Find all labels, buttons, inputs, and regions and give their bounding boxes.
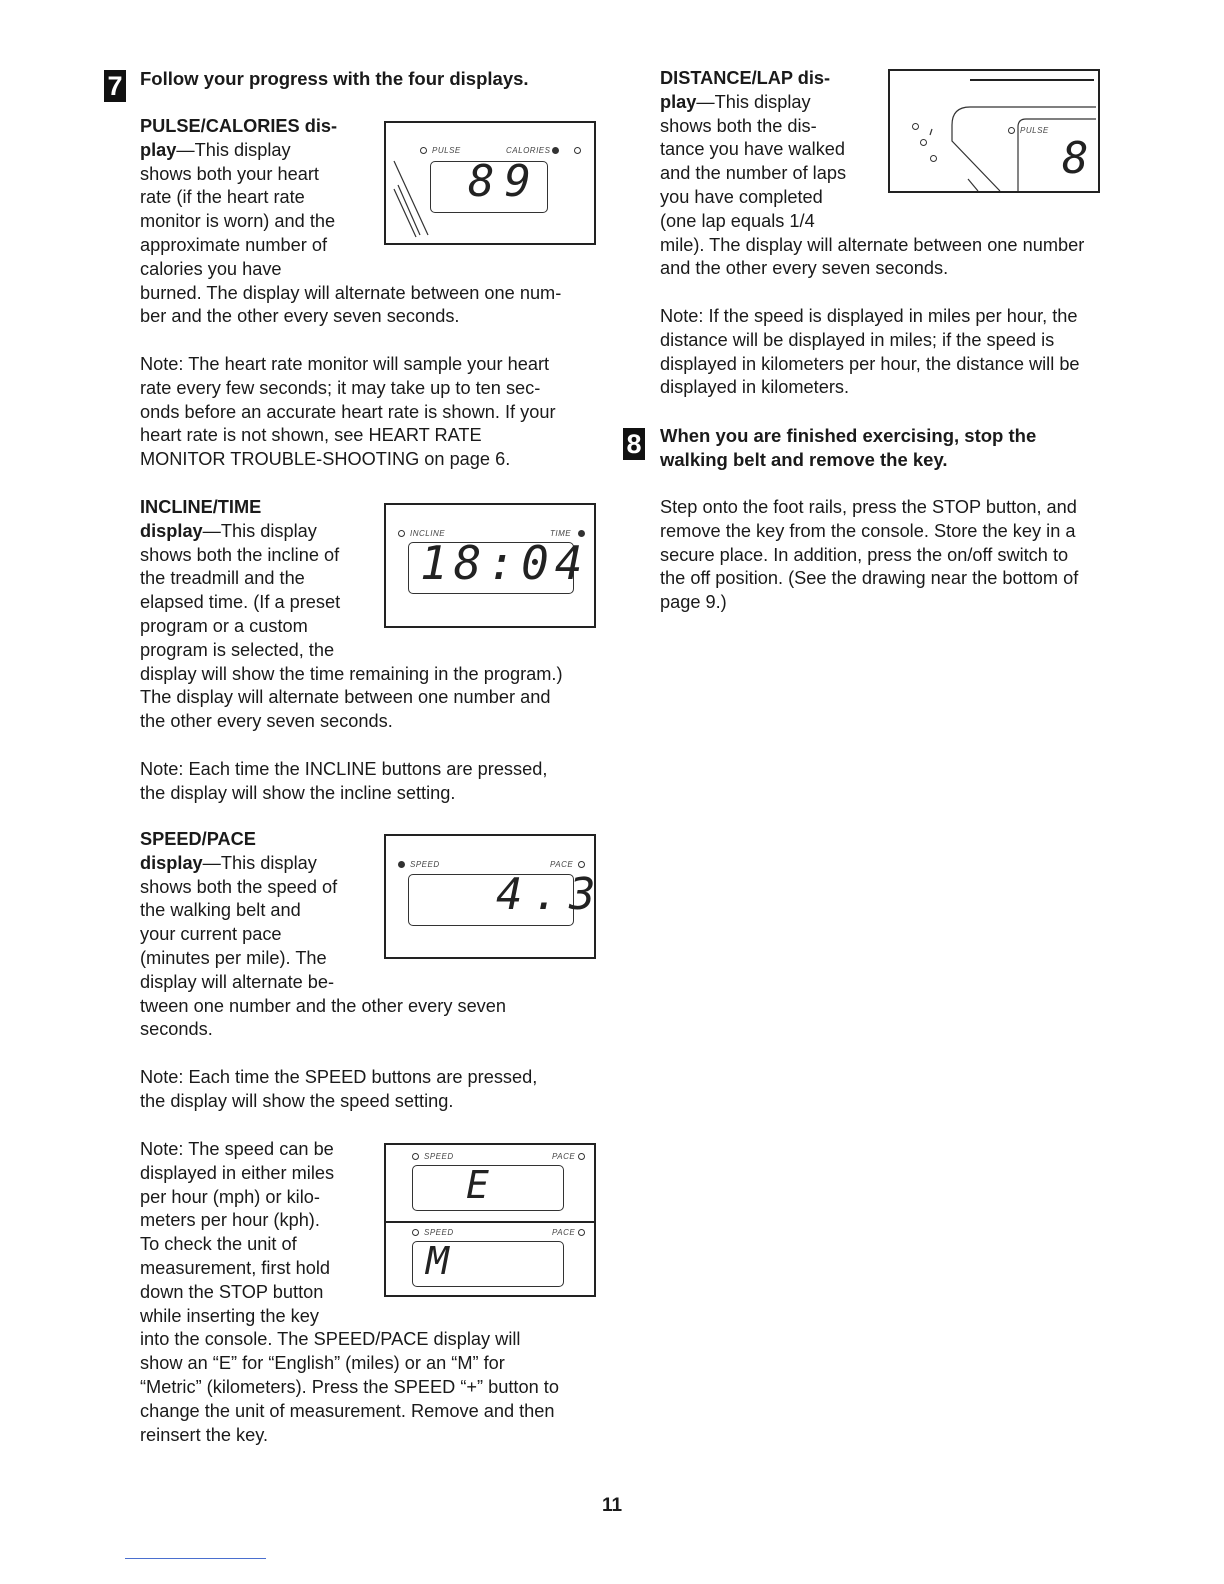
units-line: change the unit of measurement. Remove and then xyxy=(140,1400,555,1421)
incline-line: program or a custom xyxy=(140,615,308,636)
indicator-icon xyxy=(574,147,581,154)
pulse-intro: —This display xyxy=(176,139,291,160)
footer-rule xyxy=(125,1558,266,1559)
pulse-line: calories you have xyxy=(140,258,282,279)
units-line: show an “E” for “English” (miles) or an “M” for xyxy=(140,1353,505,1374)
pulse-line: approximate number of xyxy=(140,234,328,255)
pulse-note: Note: The heart rate monitor will sample your heart xyxy=(140,353,550,374)
pulse-note: rate every few seconds; it may take up to ten sec- xyxy=(140,377,541,398)
step-8-line: remove the key from the console. Store the key in a xyxy=(660,520,1076,541)
distance-lap-value: 8 xyxy=(1062,133,1099,184)
speed-line: seconds. xyxy=(140,1019,213,1040)
pace-indicator-icon xyxy=(578,861,585,868)
indicator-icon xyxy=(930,155,937,162)
speed-pace-display xyxy=(384,834,606,959)
pulse-indicator-icon xyxy=(420,147,427,154)
pulse-label: PULSE xyxy=(1020,126,1049,135)
pulse-note: MONITOR TROUBLE-SHOOTING on page 6. xyxy=(140,449,511,470)
distance-heading: DISTANCE/LAP dis- xyxy=(660,68,831,88)
pulse-heading: PULSE/CALORIES dis- xyxy=(140,116,338,136)
speed-indicator-icon xyxy=(412,1153,419,1160)
units-line: reinsert the key. xyxy=(140,1424,269,1445)
distance-line: and the other every seven seconds. xyxy=(660,258,949,279)
distance-line: mile). The display will alternate between one number xyxy=(660,234,1085,255)
step-8-body xyxy=(660,496,1130,615)
speed-line: your current pace xyxy=(140,924,282,945)
calories-label: CALORIES xyxy=(506,146,551,155)
speed-pace-value: 4.3 xyxy=(496,869,606,920)
incline-line: shows both the incline of xyxy=(140,544,340,565)
speed-intro: —This display xyxy=(202,852,317,873)
units-line: down the STOP button xyxy=(140,1281,324,1302)
pulse-note: heart rate is not shown, see HEART RATE xyxy=(140,425,482,446)
incline-note: the display will show the incline setting. xyxy=(140,782,456,803)
unit-metric-value: M xyxy=(426,1239,459,1283)
distance-line: shows both the dis- xyxy=(660,115,817,136)
time-label: TIME xyxy=(550,529,572,538)
step-7-badge: 7 xyxy=(104,70,126,102)
distance-lap-display xyxy=(888,69,1100,193)
units-line: into the console. The SPEED/PACE display will xyxy=(140,1329,521,1350)
step-8-badge: 8 xyxy=(623,428,645,460)
distance-heading-2: play xyxy=(660,91,697,112)
incline-line: the treadmill and the xyxy=(140,568,305,589)
step-7-title: Follow your progress with the four displays. xyxy=(140,68,529,89)
distance-line: and the number of laps xyxy=(660,163,847,184)
speed-label: SPEED xyxy=(410,860,440,869)
step-8-line: page 9.) xyxy=(660,592,727,613)
pace-label: PACE xyxy=(552,1228,576,1237)
page-number: 11 xyxy=(601,1495,623,1516)
units-line: “Metric” (kilometers). Press the SPEED “+” button to xyxy=(140,1376,559,1397)
units-line: while inserting the key xyxy=(140,1305,319,1326)
units-line: Note: The speed can be xyxy=(140,1139,334,1159)
step-8-title xyxy=(660,424,1130,472)
pace-indicator-icon xyxy=(578,1229,585,1236)
incline-heading: INCLINE/TIME xyxy=(140,497,262,517)
incline-line: display will show the time remaining in the program.) xyxy=(140,663,563,684)
units-display xyxy=(384,1143,596,1297)
pulse-label: PULSE xyxy=(432,146,461,155)
distance-line: (one lap equals 1/4 xyxy=(660,210,815,231)
console-edge-lines xyxy=(392,159,434,239)
incline-line: the other every seven seconds. xyxy=(140,711,393,732)
speed-label: SPEED xyxy=(424,1152,454,1161)
distance-note: Note: If the speed is displayed in miles per hour, the xyxy=(660,305,1078,326)
incline-time-value: 18:04 xyxy=(420,536,589,590)
speed-note: the display will show the speed setting. xyxy=(140,1090,454,1111)
distance-line: tance you have walked xyxy=(660,139,846,160)
distance-intro: —This display xyxy=(696,91,811,112)
speed-line: display will alternate be- xyxy=(140,971,335,992)
pulse-line: shows both your heart xyxy=(140,163,319,184)
pulse-calories-display xyxy=(384,121,596,245)
pulse-calories-value: 89 xyxy=(468,156,541,207)
speed-line: shows both the speed of xyxy=(140,876,338,897)
distance-note: displayed in kilometers. xyxy=(660,377,850,398)
pulse-line: ber and the other every seven seconds. xyxy=(140,306,460,327)
incline-line: program is selected, the xyxy=(140,639,335,660)
distance-line: you have completed xyxy=(660,186,823,207)
step-8-line: secure place. In addition, press the on/off switch to xyxy=(660,544,1069,565)
pulse-heading-2: play xyxy=(140,139,177,160)
incline-indicator-icon xyxy=(398,530,405,537)
display-divider xyxy=(386,1221,594,1223)
speed-heading: SPEED/PACE xyxy=(140,829,256,849)
units-line: meters per hour (kph). xyxy=(140,1210,320,1231)
speed-note: Note: Each time the SPEED buttons are pressed, xyxy=(140,1066,538,1087)
indicator-icon xyxy=(920,139,927,146)
incline-heading-2: display xyxy=(140,520,203,541)
unit-english-value: E xyxy=(466,1163,499,1207)
speed-label: SPEED xyxy=(424,1228,454,1237)
speed-heading-2: display xyxy=(140,852,203,873)
pace-indicator-icon xyxy=(578,1153,585,1160)
calories-indicator-icon xyxy=(552,147,559,154)
pace-label: PACE xyxy=(550,860,574,869)
incline-time-display xyxy=(384,503,596,628)
distance-note: displayed in kilometers per hour, the distance will be xyxy=(660,353,1080,374)
indicator-icon xyxy=(912,123,919,130)
pulse-indicator-icon xyxy=(1008,127,1015,134)
step-8-line: Step onto the foot rails, press the STOP button, and xyxy=(660,497,1077,517)
pulse-line: rate (if the heart rate xyxy=(140,187,305,208)
incline-line: The display will alternate between one number and xyxy=(140,687,551,708)
incline-intro: —This display xyxy=(202,520,317,541)
speed-line: (minutes per mile). The xyxy=(140,947,327,968)
speed-indicator-icon xyxy=(412,1229,419,1236)
step-8-line: the off position. (See the drawing near the bottom of xyxy=(660,568,1079,589)
incline-label: INCLINE xyxy=(410,529,446,538)
speed-indicator-icon xyxy=(398,861,405,868)
speed-line: tween one number and the other every seven xyxy=(140,995,507,1016)
units-line: per hour (mph) or kilo- xyxy=(140,1186,320,1207)
units-line: displayed in either miles xyxy=(140,1162,335,1183)
step-8-title-line: walking belt and remove the key. xyxy=(660,449,948,470)
speed-line: the walking belt and xyxy=(140,900,301,921)
pace-label: PACE xyxy=(552,1152,576,1161)
step-8-title-line: When you are finished exercising, stop the xyxy=(660,425,1037,446)
incline-note: Note: Each time the INCLINE buttons are pressed, xyxy=(140,758,548,779)
pulse-note: onds before an accurate heart rate is shown. If your xyxy=(140,401,556,422)
incline-line: elapsed time. (If a preset xyxy=(140,592,341,613)
pulse-line: monitor is worn) and the xyxy=(140,211,336,232)
units-line: To check the unit of xyxy=(140,1234,297,1255)
units-line: measurement, first hold xyxy=(140,1257,331,1278)
distance-note: distance will be displayed in miles; if the speed is xyxy=(660,329,1055,350)
pulse-line: burned. The display will alternate between one num- xyxy=(140,282,562,303)
console-edge-line xyxy=(970,79,1094,81)
